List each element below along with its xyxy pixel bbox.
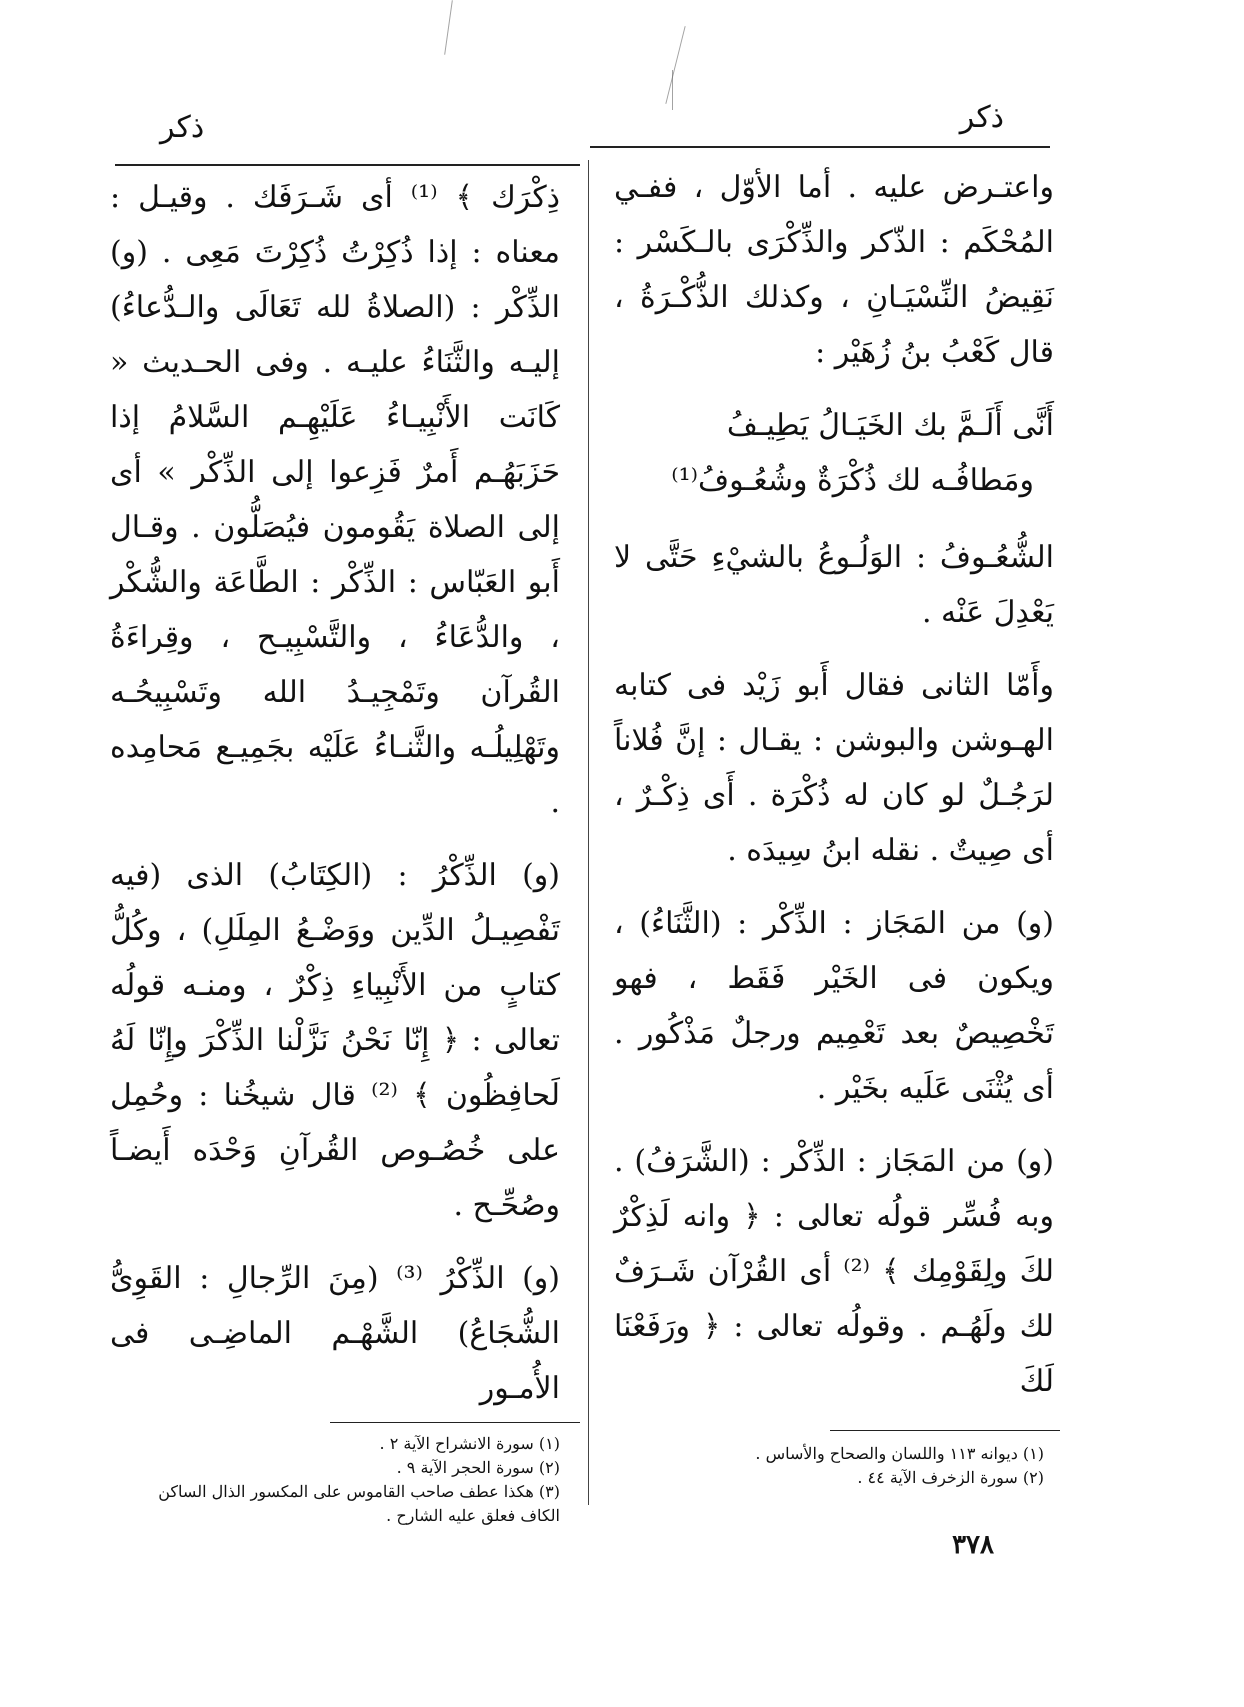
header-rule-right	[590, 146, 1050, 148]
running-head-right: ذكر	[959, 100, 1004, 135]
paragraph: ذِكْرَك ﴾ ⁽¹⁾ أى شَـرَفَك . وقيـل : معناه : إذا ذُكِرْتُ ذُكِرْتَ مَعِى . (و) الذِّكْر : (الصلاةُ لله تَعَالَى والـدُّعاءُ) إليـه والثَّنَاءُ عليـه . وفى الحـديث « كَانَت الأَنْبِيـاءُ عَلَيْهِـم السَّلامُ إذا حَزَبَهُـم أَمرٌ فَزِعوا إلى الذِّكْر » أى إلى الصلاة يَقُومون فيُصَلُّون . وقـال أَبو العَبّاس : الذِّكْر : الطَّاعَة والشُّكْر ، والدُّعَاءُ ، والتَّسْبِيـح ، وقِراءَةُ القُرآن وتَمْجِيـدُ الله وتَسْبِيحُـه وتَهْلِيلُـه والثَّنـاءُ عَلَيْه بجَمِيـع مَحامِده .	[110, 180, 560, 820]
footnote-rule-left	[330, 1422, 580, 1423]
footnote: (١) سورة الانشراح الآية ٢ .	[379, 1434, 560, 1453]
header-rule-left	[115, 164, 580, 166]
pencil-mark	[444, 0, 453, 55]
poem-verse	[614, 398, 1054, 508]
paragraph: (و) الذِّكْرُ : (الكِتَابُ) الذى (فيه تَفْصِيـلُ الدِّين ووَضْـعُ المِلَلِ) ، وكُلُّ كتابٍ من الأَنْبِياءِ ذِكْرٌ ، ومنـه قولُه تعالى : ﴿ إِنّا نَحْنُ نَزَّلْنا الذِّكْرَ وإِنّا لَهُ لَحافِظُون ﴾ ⁽²⁾ قال شيخُنا : وحُمِل على خُصُـوص القُرآنِ وَحْدَه أَيضـاً وصُحِّـح .	[110, 858, 560, 1223]
footnote: (٢) سورة الزخرف الآية ٤٤ .	[857, 1468, 1044, 1487]
footnote: (١) ديوانه ١١٣ واللسان والصحاح والأساس .	[755, 1444, 1044, 1463]
footnote: (٢) سورة الحجر الآية ٩ .	[396, 1458, 560, 1477]
footnote: (٣) هكذا عطف صاحب القاموس على المكسور الذال الساكن الكاف فعلق عليه الشارح .	[158, 1482, 560, 1525]
page-number: ٣٧٨	[952, 1530, 994, 1560]
verse-line: أَنَّى أَلَـمَّ بك الخَيَـالُ يَطِيـفُ	[726, 408, 1054, 443]
verse-line: ومَطافُـه لك ذُكْرَةٌ وشُعُـوفُ⁽¹⁾	[671, 463, 1034, 498]
footnotes-right	[614, 1442, 1044, 1490]
pencil-mark	[672, 70, 673, 110]
footnotes-left	[130, 1432, 560, 1528]
left-column	[110, 170, 560, 1434]
paragraph: (و) من المَجَاز : الذِّكْر : (الثَّنَاءُ) ، ويكون فى الخَيْر فَقَط ، فهو تَخْصِيصٌ بعد تَعْمِيم ورجلٌ مَذْكُور . أى يُثْنَى عَلَيه بخَيْر .	[614, 906, 1054, 1106]
paragraph: (و) الذِّكْرُ ⁽³⁾ (مِنَ الرِّجالِ : القَوِىُّ الشُّجَاعُ) الشَّهْـم الماضِـى فى الأُمـور	[110, 1261, 560, 1406]
paragraph: وأَمّا الثانى فقال أَبو زَيْد فى كتابه الهـوشن والبوشن : يقـال : إنَّ فُلاناً لرَجُـلٌ لو كان له ذُكْرَة . أَى ذِكْـرٌ ، أى صِيتٌ . نقله ابنُ سِيدَه .	[614, 668, 1054, 868]
running-head-left: ذكر	[160, 110, 205, 145]
footnote-rule-right	[830, 1430, 1060, 1431]
right-column	[614, 160, 1054, 1427]
paragraph: الشُّعُـوفُ : الوَلُـوعُ بالشيْءِ حَتَّى لا يَعْدِلَ عَنْه .	[614, 540, 1054, 630]
pencil-mark	[665, 26, 685, 104]
column-divider	[588, 160, 589, 1505]
paragraph: (و) من المَجَاز : الذِّكْر : (الشَّرَفُ) . وبه فُسِّر قولُه تعالى : ﴿ وانه لَذِكْرٌ لكَ ولِقَوْمِك ﴾ ⁽²⁾ أى القُرْآن شَـرَفٌ لك ولَهُـم . وقولُه تعالى : ﴿ ورَفَعْنَا لَكَ	[614, 1144, 1054, 1399]
paragraph: واعتـرض عليه . أما الأوّل ، ففـي المُحْكَم : الذّكر والذِّكْرَى بالـكَسْر : نَقِيضُ النِّسْيَـانِ ، وكذلك الذُّكْـرَةُ ، قال كَعْبُ بنُ زُهَيْر :	[614, 170, 1054, 370]
